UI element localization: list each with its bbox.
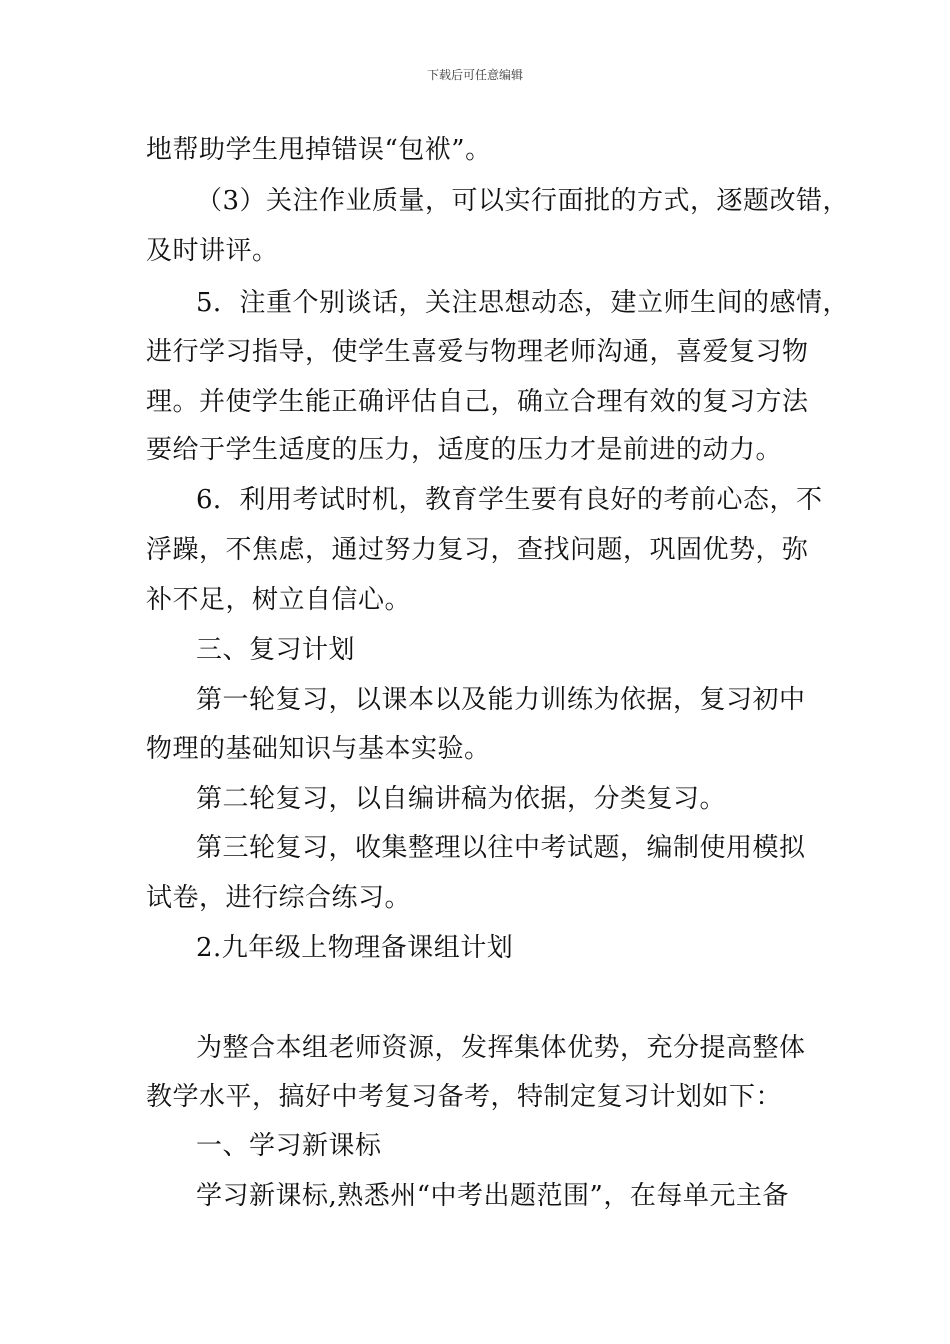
text-line: 第二轮复习，以自编讲稿为依据，分类复习。 bbox=[196, 784, 727, 814]
text-line: 教学水平，搞好中考复习备考，特制定复习计划如下： bbox=[146, 1082, 783, 1112]
text-line: 6．利用考试时机，教育学生要有良好的考前心态，不 bbox=[196, 485, 823, 515]
text-line: （3）关注作业质量，可以实行面批的方式，逐题改错， bbox=[196, 186, 850, 216]
text-line: 第一轮复习，以课本以及能力训练为依据，复习初中 bbox=[196, 685, 806, 715]
text-line: 为整合本组老师资源，发挥集体优势，充分提高整体 bbox=[196, 1033, 806, 1063]
text-line: 物理的基础知识与基本实验。 bbox=[146, 734, 491, 764]
section-heading: 一、学习新课标 bbox=[196, 1131, 382, 1161]
text-line: 进行学习指导，使学生喜爱与物理老师沟通，喜爱复习物 bbox=[146, 337, 809, 367]
text-line: 及时讲评。 bbox=[146, 236, 279, 266]
text-line: 试卷，进行综合练习。 bbox=[146, 883, 412, 913]
text-line: 浮躁，不焦虑，通过努力复习，查找问题，巩固优势，弥 bbox=[146, 535, 809, 565]
page-header: 下载后可任意编辑 bbox=[426, 68, 523, 82]
section-heading: 2.九年级上物理备课组计划 bbox=[196, 933, 514, 963]
text-line: 学习新课标,熟悉州“中考出题范围”，在每单元主备 bbox=[196, 1181, 789, 1211]
text-line: 地帮助学生甩掉错误“包袱”。 bbox=[146, 135, 492, 165]
text-line: 5．注重个别谈话，关注思想动态，建立师生间的感情， bbox=[196, 288, 850, 318]
section-heading: 三、复习计划 bbox=[196, 635, 356, 665]
text-line: 第三轮复习，收集整理以往中考试题，编制使用模拟 bbox=[196, 833, 806, 863]
text-line: 要给于学生适度的压力，适度的压力才是前进的动力。 bbox=[146, 435, 783, 465]
text-line: 理。并使学生能正确评估自己，确立合理有效的复习方法 bbox=[146, 387, 809, 417]
text-line: 补不足，树立自信心。 bbox=[146, 585, 412, 615]
